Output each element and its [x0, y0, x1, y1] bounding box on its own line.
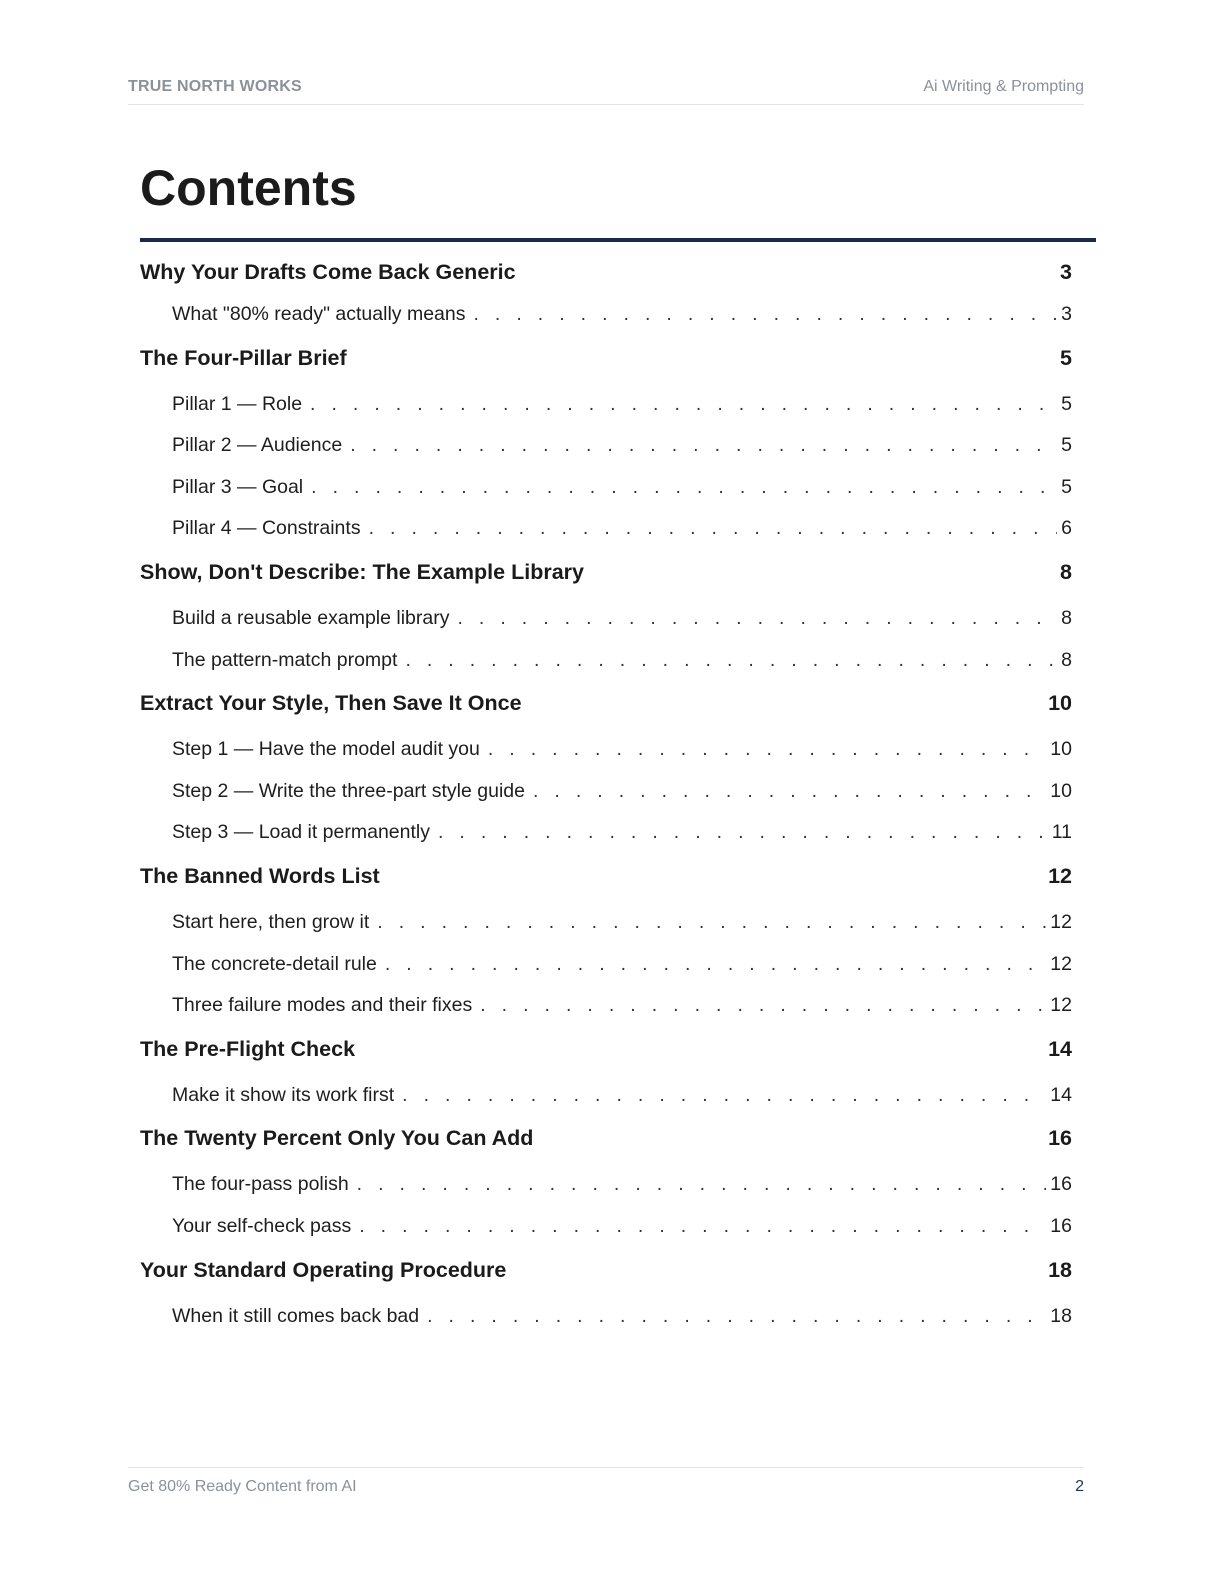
toc-section-entry[interactable] — [140, 944, 1072, 986]
toc-section-page: 5 — [1061, 434, 1072, 457]
toc-section-page: 14 — [1050, 1083, 1072, 1106]
running-footer — [128, 1467, 1084, 1498]
toc-section-title: Three failure modes and their fixes — [172, 994, 473, 1017]
toc-section-title: Pillar 3 — Goal — [172, 475, 304, 498]
toc-section-entry[interactable] — [140, 1164, 1072, 1206]
toc-section-page: 16 — [1050, 1173, 1072, 1196]
toc-section-page: 12 — [1050, 910, 1072, 933]
brand-name: TRUE NORTH WORKS — [128, 78, 302, 95]
toc-chapter-page: 12 — [1048, 863, 1072, 888]
table-of-contents — [140, 250, 1072, 1337]
toc-section-page: 10 — [1050, 779, 1072, 802]
dot-leader — [533, 771, 1046, 811]
toc-chapter-title: The Four-Pillar Brief — [140, 345, 347, 370]
toc-chapter-title: Why Your Drafts Come Back Generic — [140, 260, 516, 284]
toc-section-entry[interactable] — [140, 1075, 1072, 1117]
toc-chapter-page: 10 — [1048, 691, 1072, 716]
toc-chapter-entry[interactable] — [140, 250, 1072, 294]
title-divider — [140, 238, 1096, 242]
toc-section-title: Make it show its work first — [172, 1083, 395, 1106]
dot-leader — [350, 425, 1057, 465]
toc-chapter-page: 8 — [1060, 559, 1072, 584]
toc-section-title: When it still comes back bad — [172, 1304, 420, 1327]
page-title: Contents — [140, 160, 357, 216]
toc-section-title: Step 3 — Load it permanently — [172, 821, 430, 844]
dot-leader — [377, 902, 1046, 942]
toc-section-page: 3 — [1061, 303, 1072, 325]
toc-section-title: Step 1 — Have the model audit you — [172, 738, 480, 761]
toc-chapter-title: Show, Don't Describe: The Example Library — [140, 559, 584, 584]
toc-section-title: The pattern-match prompt — [172, 648, 398, 671]
toc-section-page: 18 — [1050, 1304, 1072, 1327]
toc-section-title: Your self-check pass — [172, 1214, 352, 1237]
dot-leader — [385, 944, 1046, 984]
toc-section-title: Build a reusable example library — [172, 606, 450, 629]
toc-chapter-title: The Banned Words List — [140, 863, 380, 888]
toc-section-entry[interactable] — [140, 985, 1072, 1027]
toc-section-title: Step 2 — Write the three-part style guide — [172, 779, 525, 802]
dot-leader — [405, 640, 1057, 680]
toc-chapter-page: 3 — [1060, 260, 1072, 284]
toc-section-page: 5 — [1061, 475, 1072, 498]
dot-leader — [402, 1075, 1046, 1115]
toc-section-entry[interactable] — [140, 812, 1072, 854]
dot-leader — [427, 1296, 1046, 1336]
toc-section-page: 12 — [1050, 952, 1072, 975]
toc-section-page: 11 — [1051, 821, 1072, 844]
toc-chapter-page: 18 — [1048, 1257, 1072, 1282]
toc-chapter-entry[interactable] — [140, 1116, 1072, 1164]
toc-section-title: Pillar 2 — Audience — [172, 434, 343, 457]
document-subject: Ai Writing & Prompting — [923, 78, 1084, 95]
dot-leader — [457, 598, 1057, 638]
toc-section-entry[interactable] — [140, 384, 1072, 426]
dot-leader — [438, 812, 1048, 852]
footer-document-title: Get 80% Ready Content from AI — [128, 1478, 357, 1495]
toc-section-entry[interactable] — [140, 467, 1072, 509]
dot-leader — [369, 508, 1058, 548]
toc-section-entry[interactable] — [140, 771, 1072, 813]
toc-chapter-title: Your Standard Operating Procedure — [140, 1257, 507, 1282]
toc-section-page: 10 — [1050, 738, 1072, 761]
dot-leader — [311, 467, 1057, 507]
toc-section-title: Start here, then grow it — [172, 910, 370, 933]
toc-section-entry[interactable] — [140, 729, 1072, 771]
toc-section-title: The concrete-detail rule — [172, 952, 377, 975]
toc-chapter-page: 5 — [1060, 345, 1072, 370]
toc-section-title: The four-pass polish — [172, 1173, 349, 1196]
toc-section-entry[interactable] — [140, 294, 1072, 336]
toc-chapter-page: 16 — [1048, 1126, 1072, 1151]
toc-chapter-entry[interactable] — [140, 681, 1072, 729]
dot-leader — [357, 1164, 1047, 1204]
dot-leader — [473, 294, 1057, 334]
toc-section-page: 8 — [1061, 648, 1072, 671]
toc-section-entry[interactable] — [140, 598, 1072, 640]
toc-section-entry[interactable] — [140, 425, 1072, 467]
toc-section-entry[interactable] — [140, 1296, 1072, 1338]
toc-section-entry[interactable] — [140, 508, 1072, 550]
toc-chapter-title: The Twenty Percent Only You Can Add — [140, 1126, 534, 1151]
toc-chapter-entry[interactable] — [140, 1027, 1072, 1075]
toc-chapter-entry[interactable] — [140, 854, 1072, 902]
toc-section-page: 12 — [1050, 994, 1072, 1017]
toc-section-page: 8 — [1061, 606, 1072, 629]
dot-leader — [359, 1206, 1046, 1246]
toc-section-title: Pillar 1 — Role — [172, 392, 303, 415]
footer-page-number: 2 — [1075, 1478, 1084, 1495]
toc-section-title: Pillar 4 — Constraints — [172, 517, 361, 540]
toc-section-entry[interactable] — [140, 902, 1072, 944]
dot-leader — [310, 384, 1057, 424]
running-header — [128, 78, 1084, 105]
toc-chapter-title: Extract Your Style, Then Save It Once — [140, 691, 522, 716]
toc-section-title: What "80% ready" actually means — [172, 303, 466, 325]
toc-chapter-title: The Pre-Flight Check — [140, 1036, 356, 1061]
toc-chapter-page: 14 — [1048, 1036, 1072, 1061]
toc-section-entry[interactable] — [140, 640, 1072, 682]
toc-section-page: 16 — [1050, 1214, 1072, 1237]
toc-chapter-entry[interactable] — [140, 550, 1072, 598]
toc-chapter-entry[interactable] — [140, 1248, 1072, 1296]
toc-chapter-entry[interactable] — [140, 336, 1072, 384]
toc-section-page: 6 — [1061, 517, 1072, 540]
dot-leader — [488, 729, 1046, 769]
dot-leader — [480, 985, 1046, 1025]
toc-section-page: 5 — [1061, 392, 1072, 415]
toc-section-entry[interactable] — [140, 1206, 1072, 1248]
